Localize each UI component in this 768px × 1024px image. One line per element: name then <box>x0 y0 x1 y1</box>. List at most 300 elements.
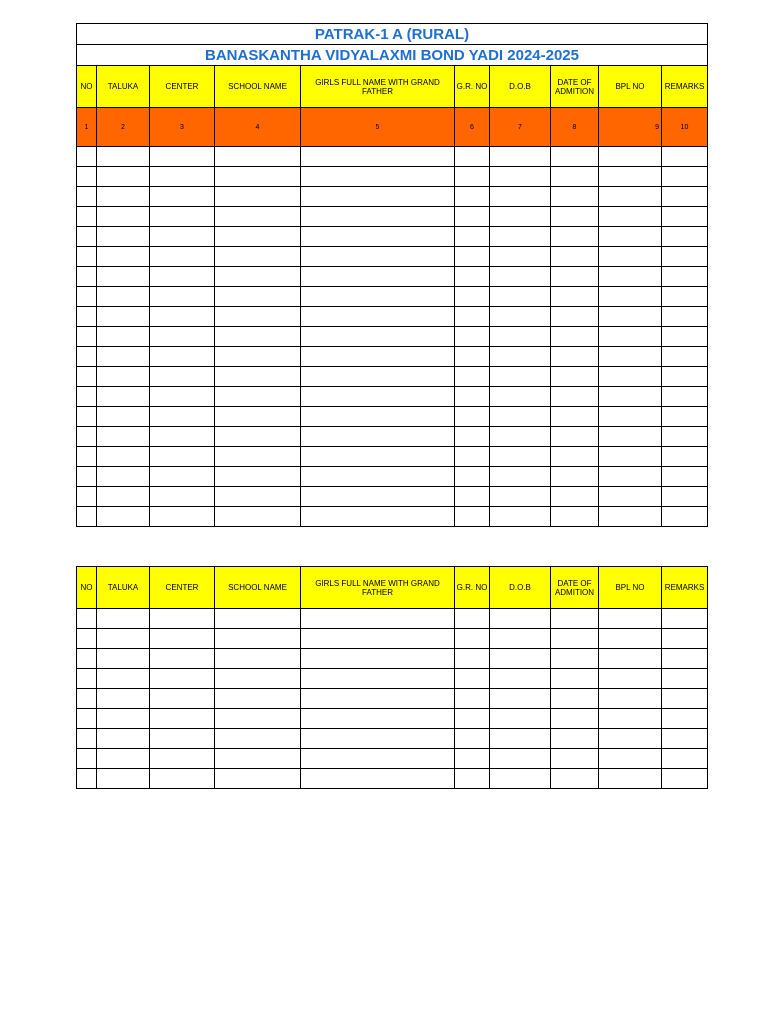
table-cell[interactable] <box>551 307 599 327</box>
table-cell[interactable] <box>599 427 662 447</box>
table-cell[interactable] <box>490 247 551 267</box>
table-cell[interactable] <box>551 709 599 729</box>
table-cell[interactable] <box>77 327 97 347</box>
table-cell[interactable] <box>301 147 455 167</box>
table-cell[interactable] <box>301 367 455 387</box>
table-cell[interactable] <box>662 729 708 749</box>
table-cell[interactable] <box>455 307 490 327</box>
table-cell[interactable] <box>97 187 150 207</box>
table-cell[interactable] <box>301 749 455 769</box>
table-cell[interactable] <box>490 467 551 487</box>
table-row <box>77 187 708 207</box>
table-cell[interactable] <box>599 629 662 649</box>
table-cell[interactable] <box>301 649 455 669</box>
table-cell[interactable] <box>215 427 301 447</box>
table-cell[interactable] <box>599 487 662 507</box>
table-cell[interactable] <box>599 507 662 527</box>
table-cell[interactable] <box>215 307 301 327</box>
table-cell[interactable] <box>150 207 215 227</box>
table-cell[interactable] <box>215 407 301 427</box>
table-row <box>77 467 708 487</box>
table-cell[interactable] <box>215 247 301 267</box>
table-cell[interactable] <box>97 729 150 749</box>
table-cell[interactable] <box>490 187 551 207</box>
table-cell[interactable] <box>455 467 490 487</box>
table-cell[interactable] <box>490 327 551 347</box>
table-cell[interactable] <box>150 669 215 689</box>
table-cell[interactable] <box>97 407 150 427</box>
table-cell[interactable] <box>662 467 708 487</box>
table-cell[interactable] <box>455 487 490 507</box>
table-cell[interactable] <box>215 729 301 749</box>
table-row <box>77 507 708 527</box>
table-cell[interactable] <box>215 629 301 649</box>
table-cell[interactable] <box>455 387 490 407</box>
column-number: 3 <box>150 108 215 147</box>
table-cell[interactable] <box>97 327 150 347</box>
table-cell[interactable] <box>150 387 215 407</box>
table-cell[interactable] <box>301 167 455 187</box>
table-cell[interactable] <box>77 507 97 527</box>
table-cell[interactable] <box>77 407 97 427</box>
table-cell[interactable] <box>455 207 490 227</box>
table-cell[interactable] <box>551 507 599 527</box>
second-table <box>76 566 708 789</box>
table-cell[interactable] <box>150 649 215 669</box>
table-cell[interactable] <box>97 147 150 167</box>
table-cell[interactable] <box>301 629 455 649</box>
table-cell[interactable] <box>455 227 490 247</box>
table-cell[interactable] <box>455 147 490 167</box>
table-cell[interactable] <box>490 407 551 427</box>
table-cell[interactable] <box>551 387 599 407</box>
table-cell[interactable] <box>662 287 708 307</box>
table-cell[interactable] <box>599 307 662 327</box>
table-cell[interactable] <box>97 307 150 327</box>
table-cell[interactable] <box>551 467 599 487</box>
table-row <box>77 247 708 267</box>
table-cell[interactable] <box>77 347 97 367</box>
table-cell[interactable] <box>97 347 150 367</box>
table-cell[interactable] <box>215 507 301 527</box>
table-cell[interactable] <box>662 247 708 267</box>
table-cell[interactable] <box>455 447 490 467</box>
table-cell[interactable] <box>455 749 490 769</box>
table-cell[interactable] <box>150 467 215 487</box>
table-cell[interactable] <box>455 407 490 427</box>
table-cell[interactable] <box>662 387 708 407</box>
table-cell[interactable] <box>77 729 97 749</box>
table-cell[interactable] <box>662 347 708 367</box>
table-cell[interactable] <box>301 267 455 287</box>
table-cell[interactable] <box>77 167 97 187</box>
table-cell[interactable] <box>215 287 301 307</box>
table-cell[interactable] <box>662 487 708 507</box>
table-cell[interactable] <box>77 629 97 649</box>
table-cell[interactable] <box>551 167 599 187</box>
table-cell[interactable] <box>215 167 301 187</box>
table-cell[interactable] <box>490 307 551 327</box>
table-cell[interactable] <box>490 629 551 649</box>
table-cell[interactable] <box>150 187 215 207</box>
table-cell[interactable] <box>215 689 301 709</box>
column-header: BPL NO <box>599 66 662 108</box>
table-cell[interactable] <box>77 769 97 789</box>
table-cell[interactable] <box>662 207 708 227</box>
table-cell[interactable] <box>490 487 551 507</box>
table-cell[interactable] <box>662 769 708 789</box>
table-cell[interactable] <box>455 629 490 649</box>
table-cell[interactable] <box>455 609 490 629</box>
table-cell[interactable] <box>301 709 455 729</box>
table-cell[interactable] <box>215 327 301 347</box>
table-cell[interactable] <box>301 447 455 467</box>
table-cell[interactable] <box>97 749 150 769</box>
table-cell[interactable] <box>551 487 599 507</box>
table-cell[interactable] <box>150 227 215 247</box>
table-cell[interactable] <box>455 327 490 347</box>
table-cell[interactable] <box>215 387 301 407</box>
table-cell[interactable] <box>455 267 490 287</box>
table-cell[interactable] <box>551 287 599 307</box>
table-cell[interactable] <box>150 609 215 629</box>
table-cell[interactable] <box>97 629 150 649</box>
table-cell[interactable] <box>215 227 301 247</box>
table-cell[interactable] <box>599 367 662 387</box>
table-cell[interactable] <box>490 227 551 247</box>
table-cell[interactable] <box>77 227 97 247</box>
table-cell[interactable] <box>150 769 215 789</box>
table-cell[interactable] <box>490 689 551 709</box>
table-cell[interactable] <box>97 609 150 629</box>
table-cell[interactable] <box>455 689 490 709</box>
table-cell[interactable] <box>150 507 215 527</box>
table-cell[interactable] <box>97 367 150 387</box>
table-cell[interactable] <box>455 187 490 207</box>
table-cell[interactable] <box>97 267 150 287</box>
table-cell[interactable] <box>301 347 455 367</box>
table-cell[interactable] <box>150 147 215 167</box>
table-cell[interactable] <box>97 167 150 187</box>
column-header: GIRLS FULL NAME WITH GRAND FATHER <box>301 567 455 609</box>
table-cell[interactable] <box>490 669 551 689</box>
table-cell[interactable] <box>150 447 215 467</box>
table-cell[interactable] <box>150 729 215 749</box>
table-cell[interactable] <box>77 147 97 167</box>
column-number-row <box>77 108 708 147</box>
table-cell[interactable] <box>150 407 215 427</box>
table-cell[interactable] <box>662 227 708 247</box>
table-cell[interactable] <box>455 709 490 729</box>
table-cell[interactable] <box>551 729 599 749</box>
table-cell[interactable] <box>215 649 301 669</box>
table-cell[interactable] <box>551 347 599 367</box>
table-cell[interactable] <box>215 769 301 789</box>
table-cell[interactable] <box>599 327 662 347</box>
table-cell[interactable] <box>301 307 455 327</box>
table-cell[interactable] <box>551 207 599 227</box>
table-cell[interactable] <box>150 367 215 387</box>
table-cell[interactable] <box>301 507 455 527</box>
table-cell[interactable] <box>150 347 215 367</box>
table-cell[interactable] <box>599 227 662 247</box>
table-cell[interactable] <box>301 387 455 407</box>
table-cell[interactable] <box>77 307 97 327</box>
table-cell[interactable] <box>77 427 97 447</box>
table-cell[interactable] <box>301 207 455 227</box>
table-cell[interactable] <box>301 689 455 709</box>
table-cell[interactable] <box>97 507 150 527</box>
table-cell[interactable] <box>599 467 662 487</box>
table-cell[interactable] <box>455 669 490 689</box>
table-cell[interactable] <box>599 287 662 307</box>
table-cell[interactable] <box>455 427 490 447</box>
table-cell[interactable] <box>150 267 215 287</box>
table-cell[interactable] <box>490 749 551 769</box>
table-cell[interactable] <box>77 447 97 467</box>
table-cell[interactable] <box>77 247 97 267</box>
table-cell[interactable] <box>599 207 662 227</box>
table-cell[interactable] <box>662 327 708 347</box>
table-row <box>77 147 708 167</box>
table-cell[interactable] <box>77 267 97 287</box>
table-cell[interactable] <box>551 407 599 427</box>
table-cell[interactable] <box>97 207 150 227</box>
table-cell[interactable] <box>215 467 301 487</box>
table-cell[interactable] <box>490 347 551 367</box>
table-cell[interactable] <box>215 147 301 167</box>
table-row <box>77 287 708 307</box>
table-cell[interactable] <box>490 367 551 387</box>
table-cell[interactable] <box>301 187 455 207</box>
table-cell[interactable] <box>77 649 97 669</box>
table-row <box>77 167 708 187</box>
table-cell[interactable] <box>150 427 215 447</box>
table-cell[interactable] <box>215 709 301 729</box>
table-cell[interactable] <box>551 447 599 467</box>
table-cell[interactable] <box>301 729 455 749</box>
table-cell[interactable] <box>77 387 97 407</box>
table-cell[interactable] <box>301 427 455 447</box>
table-cell[interactable] <box>662 629 708 649</box>
table-cell[interactable] <box>150 287 215 307</box>
table-cell[interactable] <box>215 749 301 769</box>
table-cell[interactable] <box>662 649 708 669</box>
table-cell[interactable] <box>97 689 150 709</box>
table-cell[interactable] <box>77 749 97 769</box>
table-cell[interactable] <box>301 407 455 427</box>
table-cell[interactable] <box>97 487 150 507</box>
table-cell[interactable] <box>599 407 662 427</box>
table-cell[interactable] <box>662 609 708 629</box>
table-cell[interactable] <box>77 689 97 709</box>
table-cell[interactable] <box>301 669 455 689</box>
table-cell[interactable] <box>455 729 490 749</box>
table-cell[interactable] <box>97 227 150 247</box>
table-cell[interactable] <box>150 307 215 327</box>
table-cell[interactable] <box>97 649 150 669</box>
table-cell[interactable] <box>662 749 708 769</box>
table-cell[interactable] <box>490 147 551 167</box>
table-cell[interactable] <box>490 609 551 629</box>
table-cell[interactable] <box>215 367 301 387</box>
table-cell[interactable] <box>301 769 455 789</box>
table-cell[interactable] <box>662 167 708 187</box>
table-cell[interactable] <box>490 387 551 407</box>
table-cell[interactable] <box>551 187 599 207</box>
table-cell[interactable] <box>551 769 599 789</box>
table-cell[interactable] <box>215 187 301 207</box>
column-header: D.O.B <box>490 66 551 108</box>
column-header: SCHOOL NAME <box>215 567 301 609</box>
table-cell[interactable] <box>97 427 150 447</box>
table-cell[interactable] <box>301 609 455 629</box>
table-cell[interactable] <box>77 207 97 227</box>
table-cell[interactable] <box>215 267 301 287</box>
table-cell[interactable] <box>490 267 551 287</box>
table-cell[interactable] <box>551 669 599 689</box>
table-cell[interactable] <box>455 367 490 387</box>
table-cell[interactable] <box>599 187 662 207</box>
table-cell[interactable] <box>97 669 150 689</box>
table-cell[interactable] <box>150 709 215 729</box>
table-cell[interactable] <box>599 609 662 629</box>
table-cell[interactable] <box>150 689 215 709</box>
table-cell[interactable] <box>97 247 150 267</box>
table-cell[interactable] <box>662 447 708 467</box>
column-header: D.O.B <box>490 567 551 609</box>
table-cell[interactable] <box>150 247 215 267</box>
table-cell[interactable] <box>662 307 708 327</box>
table-cell[interactable] <box>455 247 490 267</box>
table-cell[interactable] <box>599 347 662 367</box>
table-cell[interactable] <box>662 507 708 527</box>
column-number: 9 <box>599 108 662 147</box>
table-cell[interactable] <box>301 487 455 507</box>
table-cell[interactable] <box>490 287 551 307</box>
table-cell[interactable] <box>551 689 599 709</box>
table-cell[interactable] <box>215 447 301 467</box>
table-cell[interactable] <box>215 669 301 689</box>
table-cell[interactable] <box>301 247 455 267</box>
table-cell[interactable] <box>97 709 150 729</box>
table-cell[interactable] <box>599 729 662 749</box>
table-cell[interactable] <box>490 167 551 187</box>
column-header: G.R. NO <box>455 567 490 609</box>
table-cell[interactable] <box>599 689 662 709</box>
table-cell[interactable] <box>215 487 301 507</box>
table-row <box>77 387 708 407</box>
table-cell[interactable] <box>490 427 551 447</box>
table-row <box>77 367 708 387</box>
table-cell[interactable] <box>490 447 551 467</box>
table-cell[interactable] <box>662 367 708 387</box>
table-cell[interactable] <box>599 147 662 167</box>
table-cell[interactable] <box>97 287 150 307</box>
table-cell[interactable] <box>551 629 599 649</box>
table-cell[interactable] <box>150 167 215 187</box>
table-cell[interactable] <box>551 247 599 267</box>
table-cell[interactable] <box>662 669 708 689</box>
table-cell[interactable] <box>77 287 97 307</box>
table-cell[interactable] <box>301 467 455 487</box>
table-cell[interactable] <box>490 769 551 789</box>
table-cell[interactable] <box>662 267 708 287</box>
table-cell[interactable] <box>97 387 150 407</box>
table-cell[interactable] <box>77 367 97 387</box>
table-cell[interactable] <box>150 749 215 769</box>
table-cell[interactable] <box>551 267 599 287</box>
table-cell[interactable] <box>490 507 551 527</box>
table-cell[interactable] <box>551 649 599 669</box>
table-cell[interactable] <box>77 609 97 629</box>
table-cell[interactable] <box>662 407 708 427</box>
table-cell[interactable] <box>551 427 599 447</box>
table-cell[interactable] <box>551 749 599 769</box>
table-cell[interactable] <box>490 207 551 227</box>
table-cell[interactable] <box>455 287 490 307</box>
table-cell[interactable] <box>551 327 599 347</box>
table-cell[interactable] <box>215 207 301 227</box>
table-cell[interactable] <box>599 669 662 689</box>
table-cell[interactable] <box>97 467 150 487</box>
table-cell[interactable] <box>662 709 708 729</box>
table-cell[interactable] <box>77 187 97 207</box>
table-cell[interactable] <box>490 709 551 729</box>
table-cell[interactable] <box>97 769 150 789</box>
table-cell[interactable] <box>97 447 150 467</box>
table-cell[interactable] <box>551 147 599 167</box>
table-cell[interactable] <box>599 749 662 769</box>
table-cell[interactable] <box>77 467 97 487</box>
table-cell[interactable] <box>599 769 662 789</box>
table-cell[interactable] <box>662 427 708 447</box>
table-cell[interactable] <box>662 147 708 167</box>
table-cell[interactable] <box>455 507 490 527</box>
table-cell[interactable] <box>551 367 599 387</box>
table-cell[interactable] <box>599 709 662 729</box>
table-cell[interactable] <box>662 187 708 207</box>
table-cell[interactable] <box>599 247 662 267</box>
table-cell[interactable] <box>551 609 599 629</box>
table-cell[interactable] <box>77 709 97 729</box>
table-cell[interactable] <box>599 387 662 407</box>
table-cell[interactable] <box>662 689 708 709</box>
table-cell[interactable] <box>215 609 301 629</box>
table-cell[interactable] <box>490 729 551 749</box>
table-cell[interactable] <box>77 487 97 507</box>
table-cell[interactable] <box>455 167 490 187</box>
table-cell[interactable] <box>455 649 490 669</box>
table-cell[interactable] <box>599 649 662 669</box>
table-cell[interactable] <box>150 327 215 347</box>
table-cell[interactable] <box>301 287 455 307</box>
page-title: PATRAK-1 A (RURAL) <box>77 24 708 45</box>
table-cell[interactable] <box>599 267 662 287</box>
table-cell[interactable] <box>215 347 301 367</box>
table-cell[interactable] <box>301 327 455 347</box>
table-cell[interactable] <box>455 347 490 367</box>
table-cell[interactable] <box>77 669 97 689</box>
table-cell[interactable] <box>301 227 455 247</box>
table-cell[interactable] <box>599 447 662 467</box>
table-cell[interactable] <box>490 649 551 669</box>
table-cell[interactable] <box>599 167 662 187</box>
table-cell[interactable] <box>455 769 490 789</box>
table-cell[interactable] <box>150 487 215 507</box>
table-cell[interactable] <box>150 629 215 649</box>
table-cell[interactable] <box>551 227 599 247</box>
